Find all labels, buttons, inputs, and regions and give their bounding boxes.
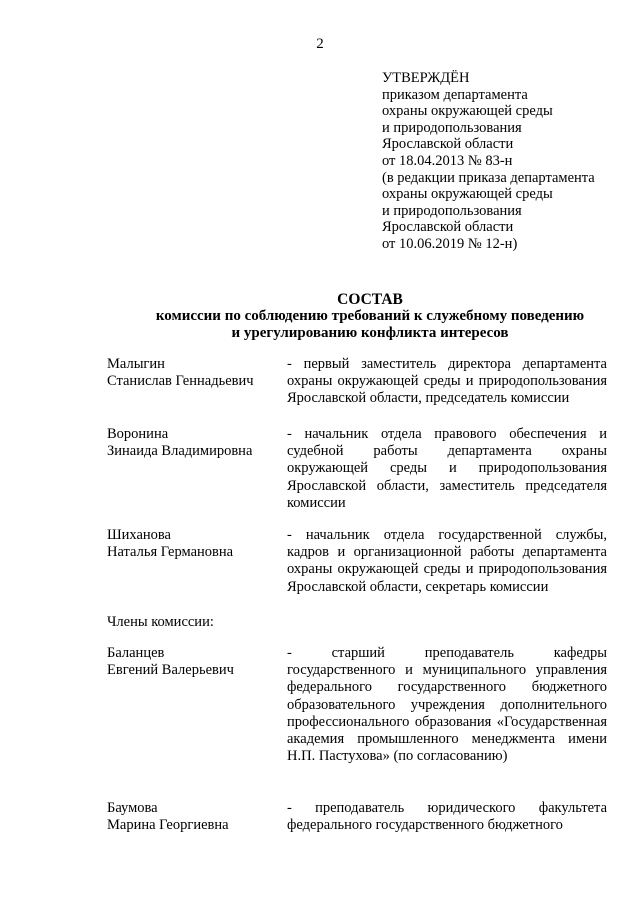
approval-line: от 10.06.2019 № 12-н) bbox=[382, 235, 518, 252]
approval-line: (в редакции приказа департамента bbox=[382, 169, 595, 186]
approval-line: Ярославской области bbox=[382, 219, 514, 236]
member-given-name: Наталья Германовна bbox=[107, 544, 234, 561]
title-heading: СОСТАВ bbox=[337, 291, 403, 308]
member-role: - первый заместитель директора департамента охраны окружающей среды и природопользования Ярославской области, председатель комиссии bbox=[287, 356, 607, 407]
member-surname: Шиханова bbox=[107, 527, 171, 543]
member-role: - начальник отдела правового обеспечения и судебной работы департамента охраны окружающей среды и природопользования Ярославской области, заместитель председателя комиссии bbox=[287, 426, 607, 511]
approval-line: охраны окружающей среды bbox=[382, 103, 553, 120]
approval-line: от 18.04.2013 № 83-н bbox=[382, 152, 513, 169]
approval-line: УТВЕРЖДЁН bbox=[382, 70, 470, 86]
document-title bbox=[0, 291, 640, 342]
members-heading: Члены комиссии: bbox=[107, 614, 214, 630]
approval-stamp bbox=[382, 70, 595, 253]
approval-line: и природопользования bbox=[382, 202, 522, 219]
member-surname: Воронина bbox=[107, 426, 169, 442]
member-surname: Баланцев bbox=[107, 645, 165, 661]
title-line: комиссии по соблюдению требований к служебному поведению bbox=[155, 308, 585, 324]
member-name bbox=[107, 645, 234, 679]
page-number: 2 bbox=[316, 36, 324, 52]
member-surname: Баумова bbox=[107, 800, 158, 816]
member-given-name: Марина Георгиевна bbox=[107, 817, 229, 834]
member-given-name: Зинаида Владимировна bbox=[107, 443, 253, 460]
approval-line: охраны окружающей среды bbox=[382, 186, 553, 203]
member-name bbox=[107, 800, 229, 834]
member-name bbox=[107, 426, 252, 460]
member-role: - начальник отдела государственной службы, кадров и организационной работы департамента охраны окружающей среды и природопользования Ярославской области, секретарь комиссии bbox=[287, 527, 607, 595]
member-role: - старший преподаватель кафедры государственного и муниципального управления федерального государственного бюджетного образовательного учреждения дополнительного профессионального образования «Государственная академия промышленного менеджмента имени Н.П. Пастухова» (по согласованию) bbox=[287, 645, 607, 765]
approval-line: и природопользования bbox=[382, 119, 522, 136]
member-surname: Малыгин bbox=[107, 356, 165, 372]
approval-line: Ярославской области bbox=[382, 136, 514, 153]
approval-line: приказом департамента bbox=[382, 86, 528, 103]
title-line: и урегулированию конфликта интересов bbox=[231, 325, 509, 341]
member-role: - преподаватель юридического факультета федерального государственного бюджетного bbox=[287, 800, 607, 834]
member-given-name: Станислав Геннадьевич bbox=[107, 373, 254, 390]
member-name bbox=[107, 356, 254, 390]
member-name bbox=[107, 527, 233, 561]
member-given-name: Евгений Валерьевич bbox=[107, 662, 234, 679]
